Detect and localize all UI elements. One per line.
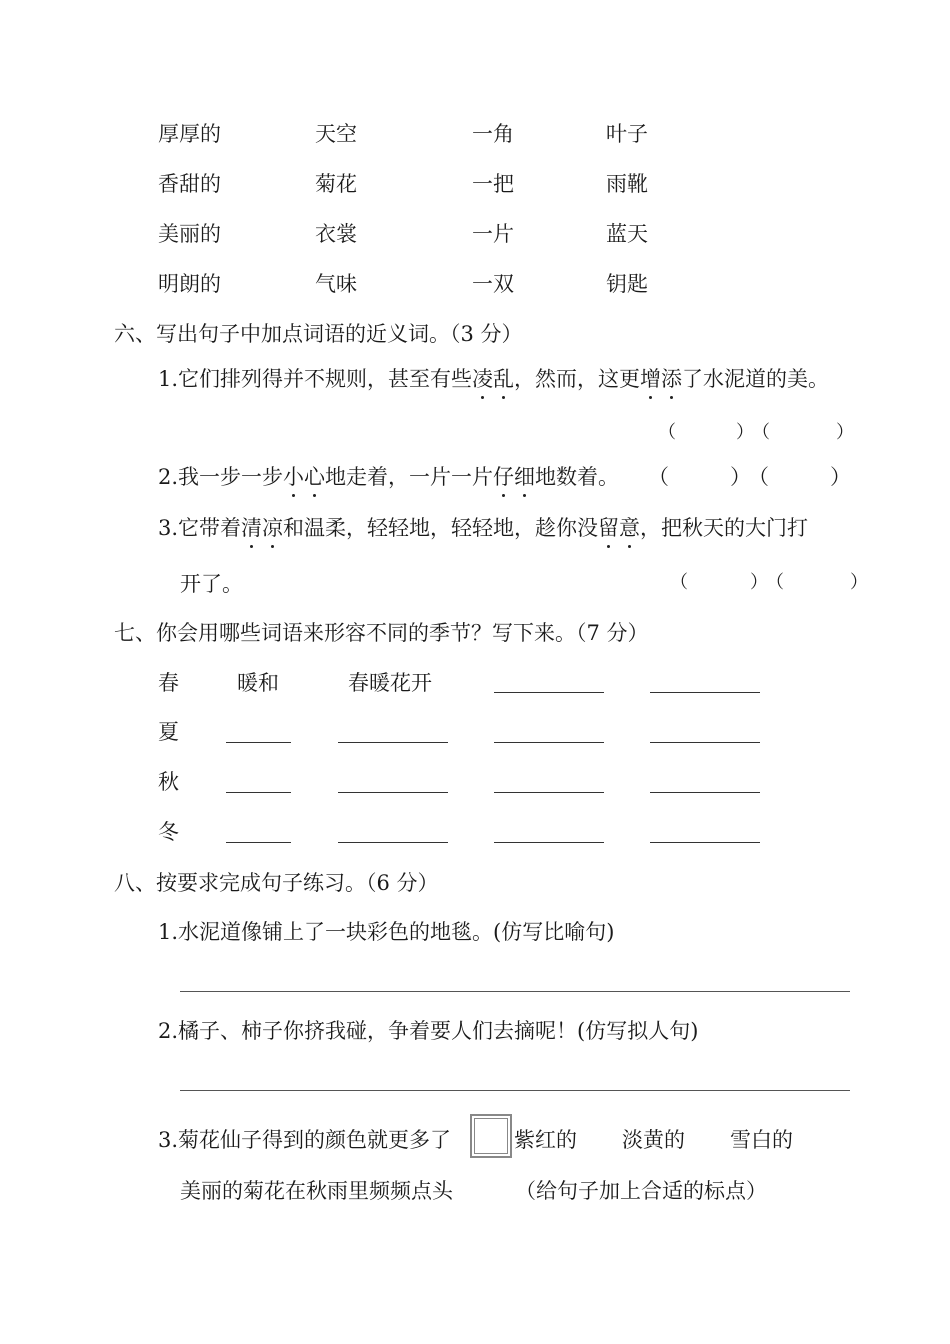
answer-blank[interactable] <box>650 692 760 693</box>
season-label: 冬 <box>158 820 179 844</box>
match-cell: 明朗的 <box>158 272 221 296</box>
match-cell: 天空 <box>315 122 357 146</box>
answer-paren-open: （ <box>748 465 769 489</box>
question-text: ，然而，这更 <box>514 367 641 391</box>
answer-paren-close: ） <box>850 572 868 593</box>
question-text: 它带着 <box>178 516 242 540</box>
answer-paren-open: （ <box>766 572 784 593</box>
color-word: 淡黄的 <box>622 1128 685 1152</box>
answer-paren-close: ） <box>736 422 754 443</box>
answer-paren-open: （ <box>658 422 676 443</box>
section8-title: 八、按要求完成句子练习。（6 分） <box>114 871 439 895</box>
question-text: 我一步一步 <box>178 465 284 489</box>
dotted-word <box>640 367 682 391</box>
match-cell: 一角 <box>472 122 514 146</box>
dotted-word <box>472 367 514 391</box>
dotted-char: 乱 <box>493 367 515 391</box>
section7-title: 七、你会用哪些词语来形容不同的季节？写下来。（7 分） <box>114 621 649 645</box>
answer-blank[interactable] <box>338 792 448 793</box>
answer-blank[interactable] <box>338 842 448 843</box>
dotted-char: 添 <box>661 367 683 391</box>
dotted-char: 凉 <box>262 516 284 540</box>
season-example-word: 暖和 <box>237 671 279 695</box>
section8-question-2: 2.橘子、柿子你挤我碰，争着要人们去摘呢！(仿写拟人句) <box>158 1019 699 1043</box>
match-cell: 气味 <box>315 272 357 296</box>
match-cell: 衣裳 <box>315 222 357 246</box>
match-cell: 菊花 <box>315 172 357 196</box>
answer-blank[interactable] <box>226 842 291 843</box>
dotted-char: 增 <box>640 367 662 391</box>
punctuation-box[interactable] <box>470 1114 512 1158</box>
season-label: 秋 <box>158 770 179 794</box>
question-text: 和温柔，轻轻地，轻轻地，趁你没 <box>283 516 599 540</box>
match-cell: 钥匙 <box>606 272 648 296</box>
match-cell: 雨靴 <box>606 172 648 196</box>
answer-blank[interactable] <box>494 842 604 843</box>
dotted-char: 小 <box>283 465 305 489</box>
answer-blank[interactable] <box>494 742 604 743</box>
section6-question-1 <box>158 369 829 390</box>
dotted-word <box>283 465 325 489</box>
answer-paren-close: ） <box>836 422 854 443</box>
match-cell: 厚厚的 <box>158 122 221 146</box>
answer-paren-close: ） <box>730 465 751 489</box>
answer-paren-open: （ <box>752 422 770 443</box>
answer-line[interactable] <box>180 991 850 992</box>
answer-blank[interactable] <box>650 792 760 793</box>
answer-blank[interactable] <box>226 792 291 793</box>
dotted-word <box>493 465 535 489</box>
question-text: ，把秋天的大门打 <box>640 516 809 540</box>
section8-question-3: 3.菊花仙子得到的颜色就更多了 <box>158 1128 452 1152</box>
answer-paren-close: ） <box>830 465 851 489</box>
dotted-char: 留 <box>598 516 620 540</box>
section6-question-2 <box>158 467 619 488</box>
dotted-char: 意 <box>619 516 641 540</box>
answer-blank[interactable] <box>494 792 604 793</box>
answer-blank[interactable] <box>494 692 604 693</box>
season-label: 夏 <box>158 720 179 744</box>
answer-blank[interactable] <box>650 742 760 743</box>
answer-blank[interactable] <box>226 742 291 743</box>
answer-paren-open: （ <box>648 465 669 489</box>
section6-question-3 <box>158 518 808 539</box>
question-number: 1. <box>158 367 179 391</box>
answer-blank[interactable] <box>338 742 448 743</box>
dotted-char: 心 <box>304 465 326 489</box>
question-number: 3. <box>158 516 179 540</box>
dotted-char: 仔 <box>493 465 515 489</box>
match-cell: 一双 <box>472 272 514 296</box>
match-cell: 香甜的 <box>158 172 221 196</box>
dotted-word <box>241 516 283 540</box>
color-word: 雪白的 <box>730 1128 793 1152</box>
answer-blank[interactable] <box>650 842 760 843</box>
section8-question-1: 1.水泥道像铺上了一块彩色的地毯。(仿写比喻句) <box>158 920 615 944</box>
section6-question-3-continued: 开了。 <box>180 572 243 596</box>
match-cell: 蓝天 <box>606 222 648 246</box>
answer-paren-open: （ <box>670 572 688 593</box>
dotted-char: 清 <box>241 516 263 540</box>
answer-line[interactable] <box>180 1090 850 1091</box>
section8-question-3-line2: 美丽的菊花在秋雨里频频点头 <box>180 1179 453 1203</box>
dotted-char: 凌 <box>472 367 494 391</box>
match-cell: 一把 <box>472 172 514 196</box>
match-cell: 叶子 <box>606 122 648 146</box>
match-cell: 美丽的 <box>158 222 221 246</box>
match-cell: 一片 <box>472 222 514 246</box>
question-text: 它们排列得并不规则，甚至有些 <box>178 367 473 391</box>
dotted-word <box>598 516 640 540</box>
question-text: 地数着。 <box>535 465 620 489</box>
question-number: 2. <box>158 465 179 489</box>
season-example-idiom: 春暖花开 <box>348 671 432 695</box>
section6-title: 六、写出句子中加点词语的近义词。（3 分） <box>114 322 523 346</box>
color-word: 紫红的 <box>514 1128 577 1152</box>
section8-question-3-hint: （给句子加上合适的标点） <box>515 1179 767 1203</box>
answer-paren-close: ） <box>750 572 768 593</box>
season-label: 春 <box>158 671 179 695</box>
question-text: 了水泥道的美。 <box>682 367 830 391</box>
dotted-char: 细 <box>514 465 536 489</box>
question-text: 地走着，一片一片 <box>325 465 494 489</box>
